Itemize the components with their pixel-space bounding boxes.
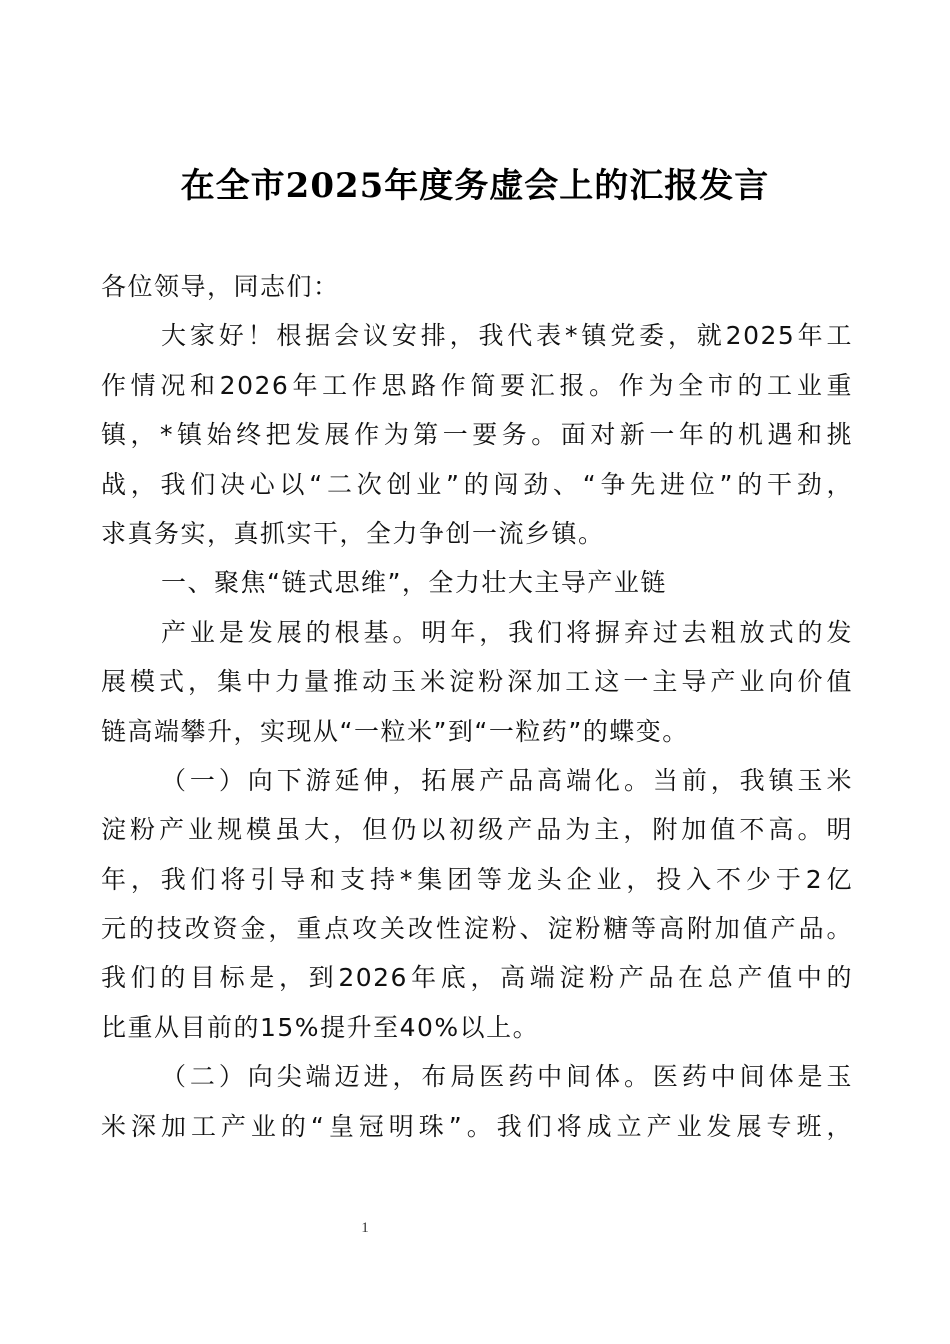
paragraph-line: （二）向尖端迈进，布局医药中间体。医药中间体是玉: [161, 1062, 853, 1092]
document-title: 在全市2025年度务虚会上的汇报发言: [180, 166, 770, 206]
section-heading-1: [101, 558, 853, 607]
page-number: 1: [361, 1220, 369, 1236]
paragraph-line: 求真务实，真抓实干，全力争创一流乡镇。: [101, 518, 605, 548]
paragraph-subsection-2: [101, 1052, 853, 1151]
salutation: 各位领导，同志们：: [101, 272, 340, 301]
paragraph-subsection-1: [101, 756, 853, 1052]
document-body: [101, 262, 853, 1151]
paragraph-line: 元的技改资金，重点攻关改性淀粉、淀粉糖等高附加值产品。: [101, 914, 853, 944]
paragraph-line: 淀粉产业规模虽大，但仍以初级产品为主，附加值不高。明: [101, 815, 853, 845]
paragraph-line: 比重从目前的15%提升至40%以上。: [101, 1012, 540, 1042]
paragraph-intro: [101, 311, 853, 558]
paragraph-line: （一）向下游延伸，拓展产品高端化。当前，我镇玉米: [161, 765, 853, 795]
paragraph-line: 米深加工产业的“皇冠明珠”。我们将成立产业发展专班，: [101, 1111, 853, 1141]
paragraph-line: 大家好！根据会议安排，我代表*镇党委，就2025年工: [161, 321, 853, 351]
paragraph-line: 产业是发展的根基。明年，我们将摒弃过去粗放式的发: [161, 617, 853, 647]
paragraph-line: 展模式，集中力量推动玉米淀粉深加工这一主导产业向价值: [101, 667, 853, 697]
paragraph-line: 年，我们将引导和支持*集团等龙头企业，投入不少于2亿: [101, 864, 853, 894]
paragraph-industry: [101, 608, 853, 756]
paragraph-line: 我们的目标是，到2026年底，高端淀粉产品在总产值中的: [101, 963, 853, 993]
section-heading-text: 一、聚焦“链式思维”，全力壮大主导产业链: [161, 568, 667, 598]
paragraph-line: 镇，*镇始终把发展作为第一要务。面对新一年的机遇和挑: [101, 420, 853, 450]
paragraph-line: 战，我们决心以“二次创业”的闯劲、“争先进位”的干劲，: [101, 469, 853, 499]
paragraph-line: 链高端攀升，实现从“一粒米”到“一粒药”的蝶变。: [101, 716, 689, 746]
paragraph-line: 作情况和2026年工作思路作简要汇报。作为全市的工业重: [101, 370, 853, 400]
